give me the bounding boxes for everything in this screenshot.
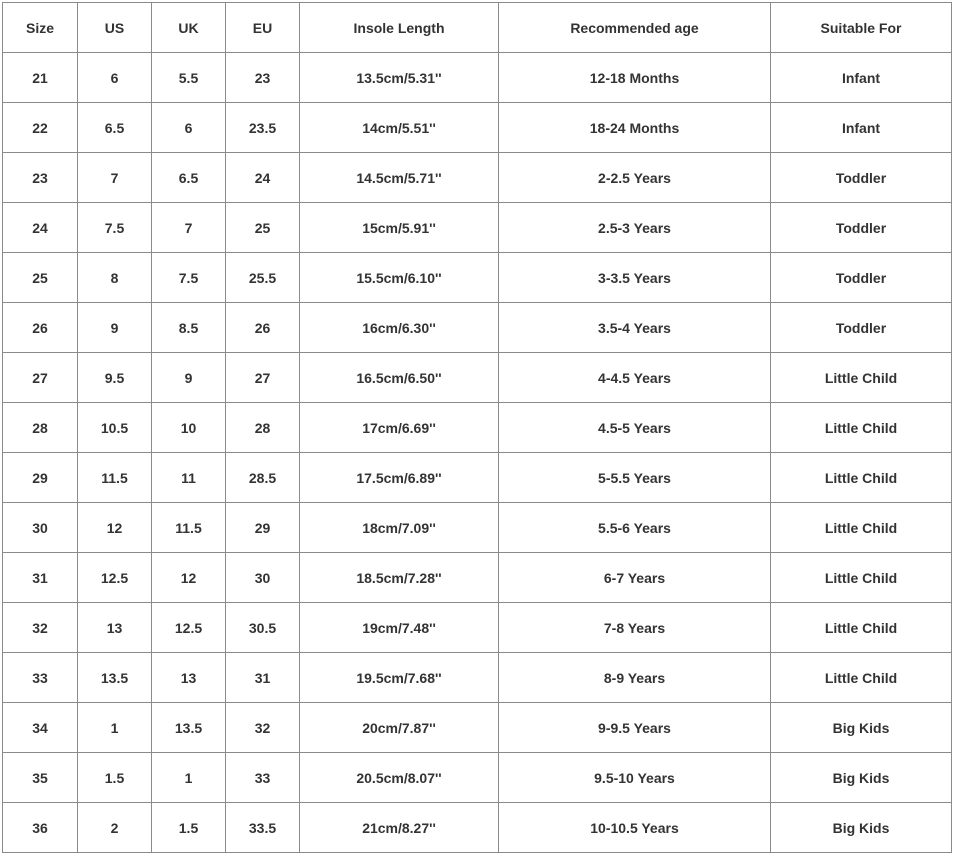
cell-recommended-age: 2.5-3 Years — [499, 203, 770, 252]
cell-size: 26 — [3, 303, 77, 352]
cell-suitable-for: Toddler — [771, 253, 951, 302]
cell-recommended-age: 3.5-4 Years — [499, 303, 770, 352]
cell-size: 36 — [3, 803, 77, 852]
cell-suitable-for: Little Child — [771, 653, 951, 702]
cell-recommended-age: 10-10.5 Years — [499, 803, 770, 852]
cell-recommended-age: 6-7 Years — [499, 553, 770, 602]
cell-eu: 27 — [226, 353, 299, 402]
cell-uk: 11 — [152, 453, 225, 502]
cell-recommended-age: 2-2.5 Years — [499, 153, 770, 202]
cell-uk: 6.5 — [152, 153, 225, 202]
cell-suitable-for: Little Child — [771, 403, 951, 452]
table-row — [3, 253, 951, 302]
table-row — [3, 53, 951, 102]
table-row — [3, 303, 951, 352]
cell-suitable-for: Toddler — [771, 303, 951, 352]
cell-us: 11.5 — [78, 453, 151, 502]
cell-recommended-age: 8-9 Years — [499, 653, 770, 702]
header-suitable-for: Suitable For — [771, 3, 951, 52]
cell-insole-length: 19.5cm/7.68'' — [300, 653, 498, 702]
table-row — [3, 603, 951, 652]
table-row — [3, 153, 951, 202]
cell-suitable-for: Infant — [771, 103, 951, 152]
cell-recommended-age: 12-18 Months — [499, 53, 770, 102]
cell-us: 12 — [78, 503, 151, 552]
cell-us: 13 — [78, 603, 151, 652]
cell-insole-length: 14.5cm/5.71'' — [300, 153, 498, 202]
header-us: US — [78, 3, 151, 52]
cell-size: 30 — [3, 503, 77, 552]
header-recommended-age: Recommended age — [499, 3, 770, 52]
cell-suitable-for: Infant — [771, 53, 951, 102]
cell-recommended-age: 9-9.5 Years — [499, 703, 770, 752]
cell-suitable-for: Big Kids — [771, 703, 951, 752]
cell-suitable-for: Little Child — [771, 353, 951, 402]
cell-insole-length: 21cm/8.27'' — [300, 803, 498, 852]
cell-size: 23 — [3, 153, 77, 202]
cell-suitable-for: Little Child — [771, 453, 951, 502]
cell-us: 6.5 — [78, 103, 151, 152]
cell-us: 7.5 — [78, 203, 151, 252]
cell-insole-length: 15.5cm/6.10'' — [300, 253, 498, 302]
cell-suitable-for: Little Child — [771, 553, 951, 602]
table-row — [3, 553, 951, 602]
cell-insole-length: 14cm/5.51'' — [300, 103, 498, 152]
cell-us: 8 — [78, 253, 151, 302]
cell-uk: 12.5 — [152, 603, 225, 652]
cell-uk: 9 — [152, 353, 225, 402]
cell-recommended-age: 7-8 Years — [499, 603, 770, 652]
cell-eu: 28 — [226, 403, 299, 452]
cell-insole-length: 15cm/5.91'' — [300, 203, 498, 252]
cell-insole-length: 20cm/7.87'' — [300, 703, 498, 752]
cell-uk: 7 — [152, 203, 225, 252]
cell-insole-length: 18cm/7.09'' — [300, 503, 498, 552]
header-insole-length: Insole Length — [300, 3, 498, 52]
cell-eu: 31 — [226, 653, 299, 702]
cell-uk: 7.5 — [152, 253, 225, 302]
cell-suitable-for: Little Child — [771, 603, 951, 652]
cell-eu: 33.5 — [226, 803, 299, 852]
cell-size: 28 — [3, 403, 77, 452]
table-row — [3, 703, 951, 752]
header-row — [3, 3, 951, 52]
cell-size: 24 — [3, 203, 77, 252]
cell-insole-length: 19cm/7.48'' — [300, 603, 498, 652]
cell-eu: 26 — [226, 303, 299, 352]
cell-eu: 23 — [226, 53, 299, 102]
cell-eu: 33 — [226, 753, 299, 802]
header-eu: EU — [226, 3, 299, 52]
cell-us: 9 — [78, 303, 151, 352]
cell-us: 10.5 — [78, 403, 151, 452]
cell-us: 6 — [78, 53, 151, 102]
cell-uk: 11.5 — [152, 503, 225, 552]
table-row — [3, 403, 951, 452]
cell-size: 27 — [3, 353, 77, 402]
cell-uk: 5.5 — [152, 53, 225, 102]
cell-insole-length: 17cm/6.69'' — [300, 403, 498, 452]
cell-size: 35 — [3, 753, 77, 802]
cell-eu: 30 — [226, 553, 299, 602]
cell-us: 13.5 — [78, 653, 151, 702]
cell-recommended-age: 4-4.5 Years — [499, 353, 770, 402]
cell-uk: 8.5 — [152, 303, 225, 352]
cell-recommended-age: 18-24 Months — [499, 103, 770, 152]
table-row — [3, 803, 951, 852]
cell-insole-length: 16cm/6.30'' — [300, 303, 498, 352]
cell-eu: 32 — [226, 703, 299, 752]
cell-eu: 25.5 — [226, 253, 299, 302]
cell-suitable-for: Big Kids — [771, 803, 951, 852]
cell-us: 1.5 — [78, 753, 151, 802]
cell-suitable-for: Toddler — [771, 203, 951, 252]
cell-uk: 13 — [152, 653, 225, 702]
cell-insole-length: 18.5cm/7.28'' — [300, 553, 498, 602]
cell-us: 7 — [78, 153, 151, 202]
cell-uk: 12 — [152, 553, 225, 602]
cell-size: 34 — [3, 703, 77, 752]
cell-insole-length: 20.5cm/8.07'' — [300, 753, 498, 802]
table-row — [3, 653, 951, 702]
cell-recommended-age: 3-3.5 Years — [499, 253, 770, 302]
cell-eu: 25 — [226, 203, 299, 252]
cell-suitable-for: Big Kids — [771, 753, 951, 802]
cell-insole-length: 16.5cm/6.50'' — [300, 353, 498, 402]
cell-recommended-age: 4.5-5 Years — [499, 403, 770, 452]
cell-uk: 13.5 — [152, 703, 225, 752]
table-row — [3, 453, 951, 502]
cell-suitable-for: Little Child — [771, 503, 951, 552]
table-row — [3, 753, 951, 802]
cell-recommended-age: 5-5.5 Years — [499, 453, 770, 502]
cell-size: 31 — [3, 553, 77, 602]
header-uk: UK — [152, 3, 225, 52]
cell-suitable-for: Toddler — [771, 153, 951, 202]
header-size: Size — [3, 3, 77, 52]
cell-size: 25 — [3, 253, 77, 302]
cell-uk: 6 — [152, 103, 225, 152]
cell-us: 2 — [78, 803, 151, 852]
size-chart-body — [3, 53, 951, 852]
cell-eu: 24 — [226, 153, 299, 202]
cell-uk: 10 — [152, 403, 225, 452]
table-row — [3, 103, 951, 152]
cell-insole-length: 17.5cm/6.89'' — [300, 453, 498, 502]
cell-size: 32 — [3, 603, 77, 652]
table-row — [3, 503, 951, 552]
cell-size: 29 — [3, 453, 77, 502]
cell-eu: 29 — [226, 503, 299, 552]
cell-eu: 28.5 — [226, 453, 299, 502]
cell-us: 12.5 — [78, 553, 151, 602]
cell-us: 1 — [78, 703, 151, 752]
cell-eu: 30.5 — [226, 603, 299, 652]
cell-insole-length: 13.5cm/5.31'' — [300, 53, 498, 102]
cell-uk: 1 — [152, 753, 225, 802]
table-row — [3, 353, 951, 402]
table-row — [3, 203, 951, 252]
cell-uk: 1.5 — [152, 803, 225, 852]
cell-size: 21 — [3, 53, 77, 102]
size-chart-header — [3, 3, 951, 52]
size-chart-table — [2, 2, 952, 853]
cell-size: 22 — [3, 103, 77, 152]
cell-recommended-age: 5.5-6 Years — [499, 503, 770, 552]
cell-size: 33 — [3, 653, 77, 702]
cell-eu: 23.5 — [226, 103, 299, 152]
cell-us: 9.5 — [78, 353, 151, 402]
cell-recommended-age: 9.5-10 Years — [499, 753, 770, 802]
